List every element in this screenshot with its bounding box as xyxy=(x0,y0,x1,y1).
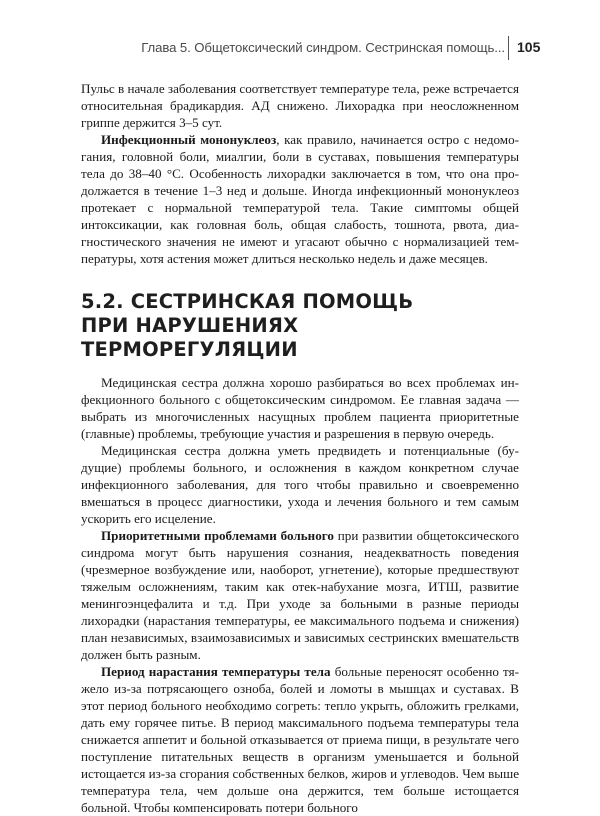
running-title: Глава 5. Общетоксический синдром. Сестринская помощь... xyxy=(141,40,505,55)
page-number: 105 xyxy=(517,39,541,55)
paragraph xyxy=(81,663,519,816)
paragraph-text: , как правило, начинается остро с недомогания, головной боли, миалгии, боли в суставах, повышения температуры тела до 38–40 °С. Особенность лихорадки заключается в том, что она продолжается в течение 1–3 нед и дольше. Иногда инфекционный мононуклеоз протекает с нормальной температурой тела. Такие симптомы общей интоксикации, как головная боль, общая слабость, тошнота, рвота, диагностического значения не имеют и угасают обычно с нормализацией температуры, хотя астения может длиться несколько недель и даже месяцев. xyxy=(81,132,519,266)
running-header xyxy=(0,38,600,60)
paragraph-lead: Период нарастания температуры тела xyxy=(101,664,331,679)
page-body xyxy=(81,80,519,816)
paragraph-lead: Инфекционный мононуклеоз xyxy=(101,132,277,147)
section-heading xyxy=(81,290,519,362)
section-heading-line: ПРИ НАРУШЕНИЯХ ТЕРМОРЕГУЛЯЦИИ xyxy=(81,314,299,361)
paragraph-lead: Приоритетными проблемами больного xyxy=(101,528,334,543)
paragraph-text: Пульс в начале заболевания соответствует температуре тела, реже встречается относительная брадикардия. АД снижено. Лихорадка при неосложненном гриппе держится 3–5 сут. xyxy=(81,81,519,130)
paragraph-text: при развитии общетоксического синдрома могут быть нарушения сознания, неадекватность поведения (чрезмерное возбуждение или, наоборот, угнетение), которые предшествуют тяжелым осложнениям, таким как отек-набухание мозга, ИТШ, развитие менингоэнцефалита и т.д. При уходе за больными в разные периоды лихорадки (нарастания температуры, ее максимального подъема и снижения) план независимых, взаимозависимых и зависимых сестринских вмешательств должен быть разным. xyxy=(81,528,519,662)
paragraph-text: Медицинская сестра должна хорошо разбираться во всех проблемах инфекционного больного с общетоксическим синдромом. Ее главная задача — выбрать из многочисленных насущных проблем пациента приоритетные (главные) проблемы, требующие участия и разрешения в первую очередь. xyxy=(81,375,519,441)
paragraph xyxy=(81,80,519,131)
paragraph-text: больные переносят особенно тяжело из-за потрясающего озноба, болей и ломоты в мышцах и суставах. В этот период больного необходимо согреть: тепло укрыть, обложить грелками, дать ему горячее питье. В период максимального подъема температуры тела снижается аппетит и больной отказывается от приема пищи, в результате чего поступление питательных веществ в организм уменьшается и больной истощается из-за сгорания собственных белков, жиров и углеводов. Чем выше температура тела, чем дольше она держится, тем больше истощается больной. Чтобы компенсировать потери больного xyxy=(81,664,519,815)
paragraph xyxy=(81,131,519,267)
paragraph xyxy=(81,442,519,527)
paragraph xyxy=(81,374,519,442)
paragraph xyxy=(81,527,519,663)
paragraph-text: Медицинская сестра должна уметь предвидеть и потенциальные (будущие) проблемы больного, и осложнения в каждом конкретном случае инфекционного заболевания, для того чтобы правильно и своевременно вмешаться в процесс диагностики, ухода и лечения больного и тем самым ускорить его исцеление. xyxy=(81,443,519,526)
header-divider xyxy=(508,36,509,60)
section-heading-line: 5.2. СЕСТРИНСКАЯ ПОМОЩЬ xyxy=(81,290,414,313)
